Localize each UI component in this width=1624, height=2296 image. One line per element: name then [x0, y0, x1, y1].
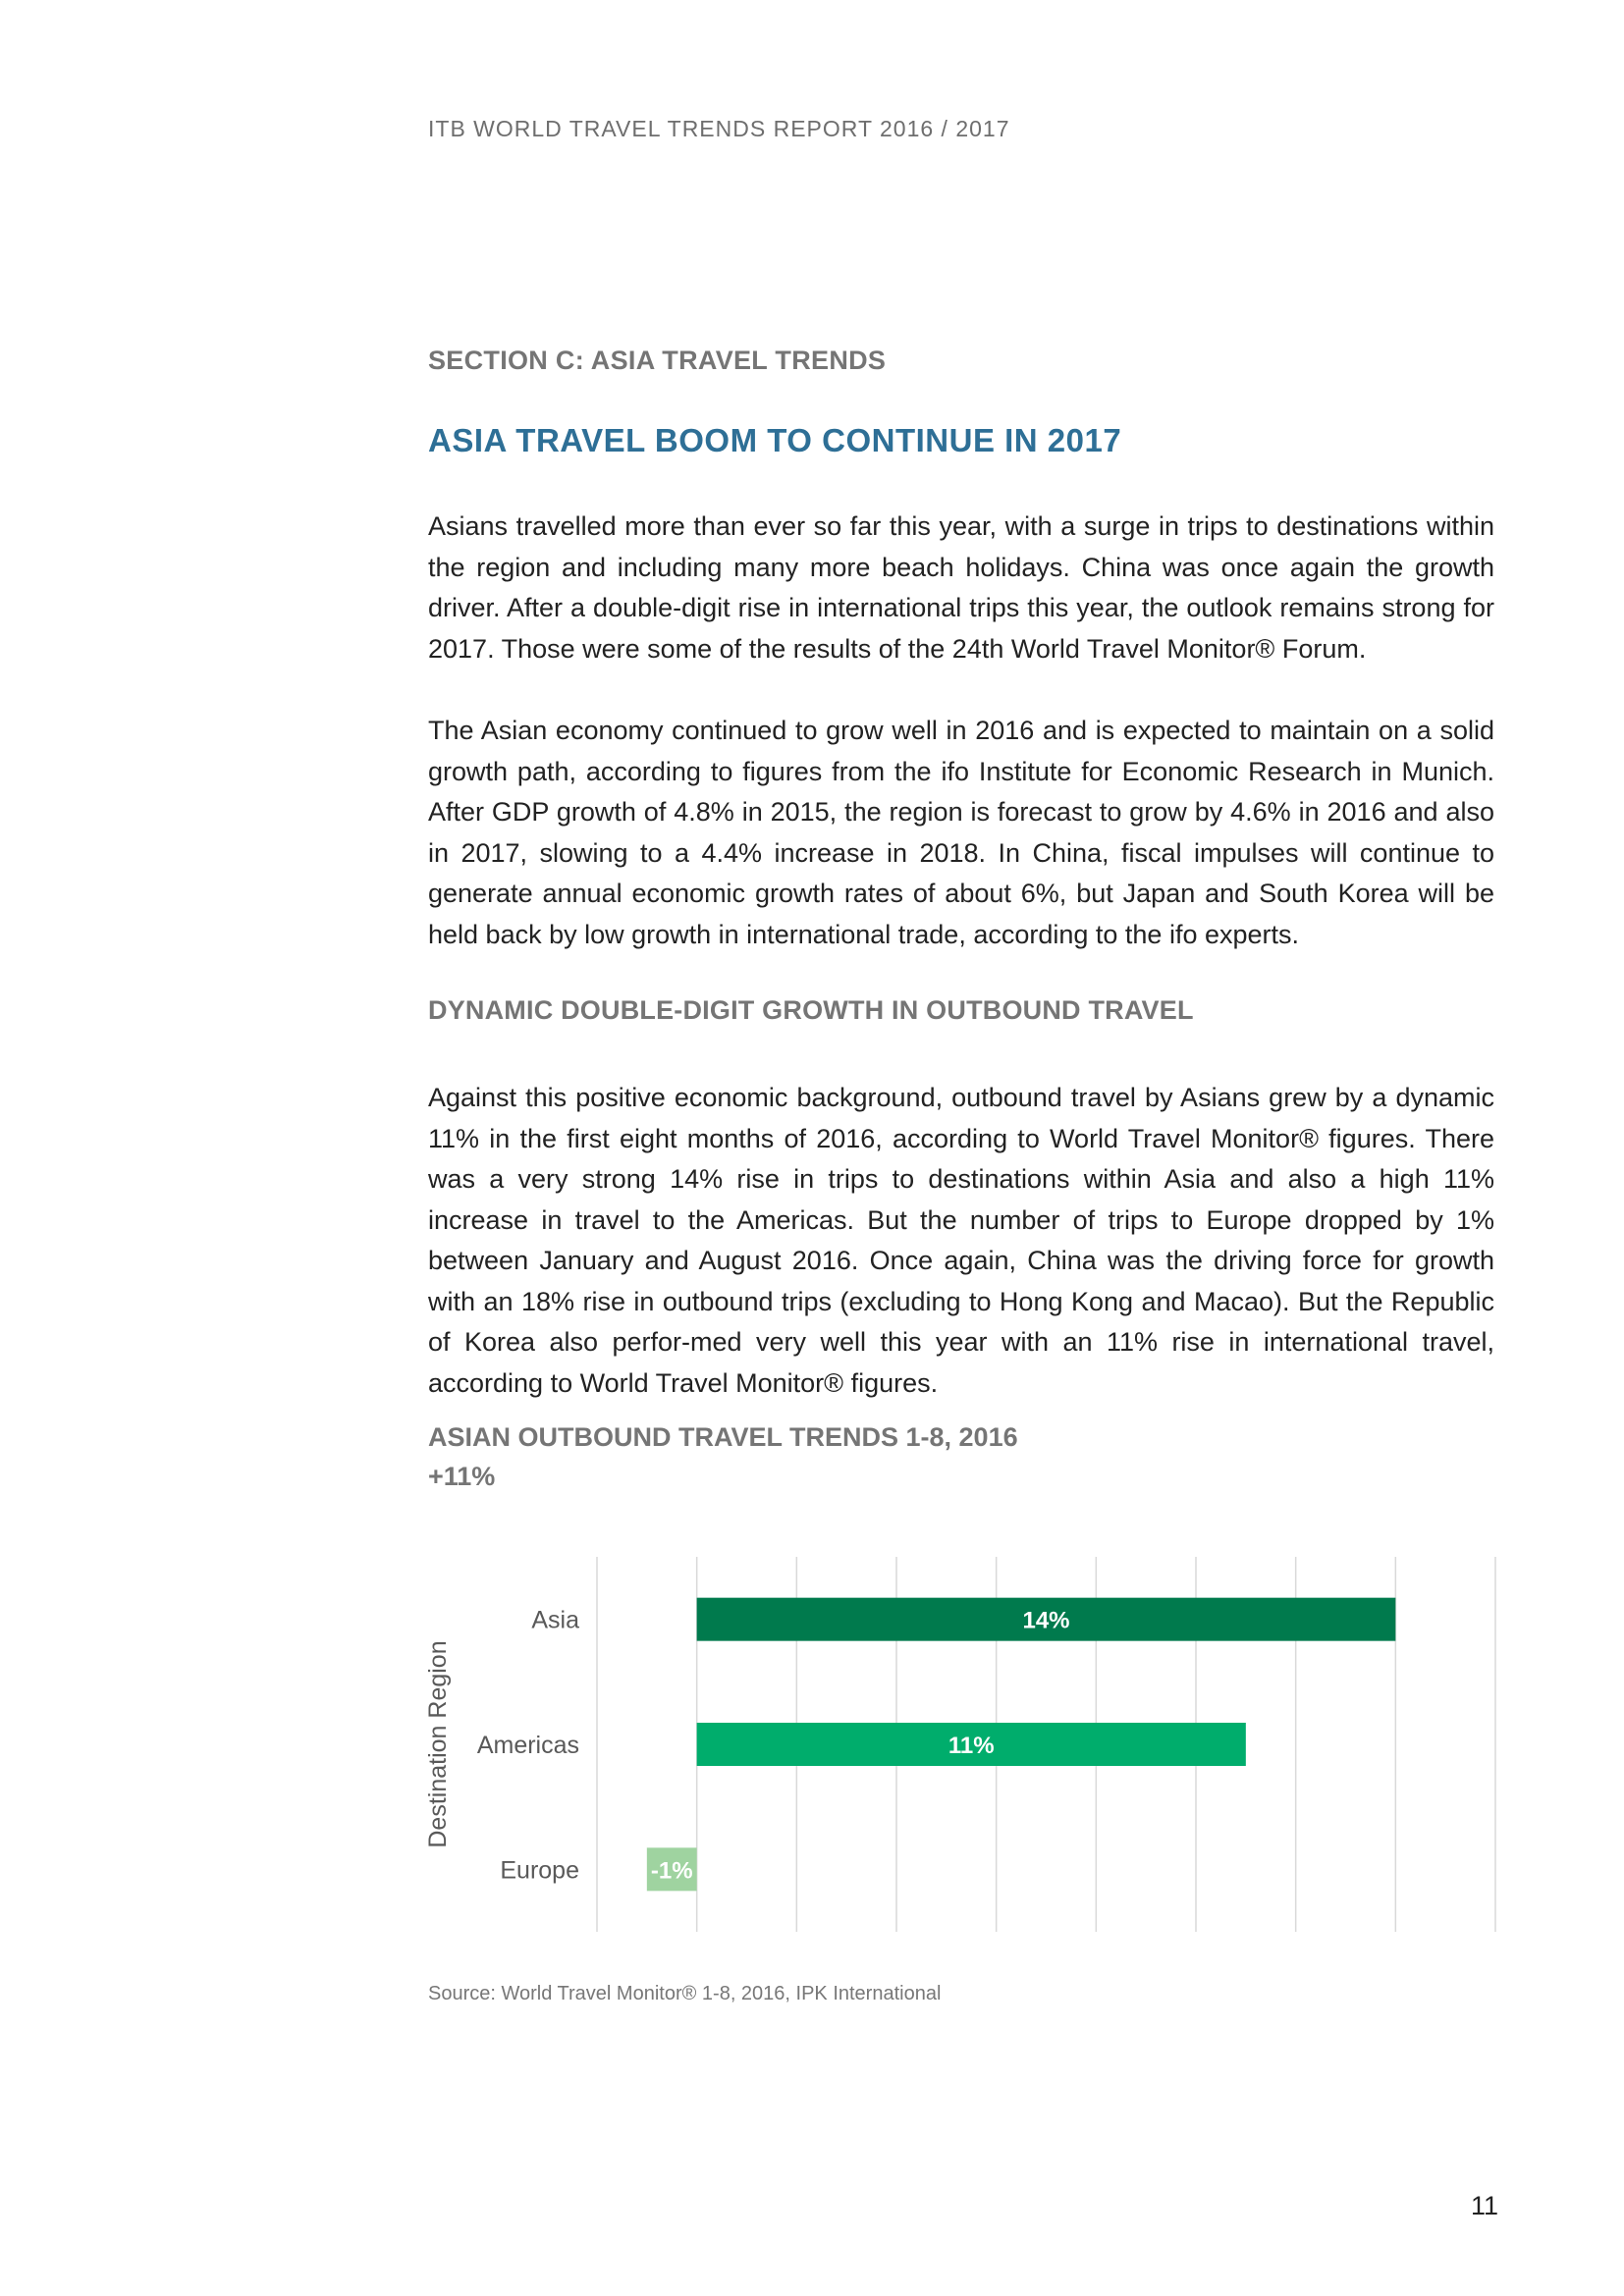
data-label: -1%	[650, 1857, 693, 1885]
bar-chart	[412, 1541, 1502, 1944]
intro-paragraph: Asians travelled more than ever so far this year, with a surge in trips to destinations within the region and including many more beach holidays. China was once again the growth driver. After a double-digit rise in international trips this year, the outlook remains strong for 2017. Those were some of the results of the 24th World Travel Monitor® Forum.	[428, 511, 1494, 664]
page-number: 11	[1471, 2191, 1499, 2220]
page-title: ASIA TRAVEL BOOM TO CONTINUE IN 2017	[428, 422, 1122, 458]
data-label: 14%	[1022, 1607, 1070, 1634]
running-header: ITB WORLD TRAVEL TRENDS REPORT 2016 / 2017	[428, 116, 1010, 141]
y-axis-title: Destination Region	[424, 1640, 452, 1848]
category-label: Europe	[500, 1856, 579, 1885]
subheading: DYNAMIC DOUBLE-DIGIT GROWTH IN OUTBOUND TRAVEL	[428, 995, 1194, 1025]
economy-paragraph: The Asian economy continued to grow well in 2016 and is expected to maintain on a solid growth path, according to figures from the ifo Institute for Economic Research in Munich. After GDP growth of 4.8% in 2015, the region is forecast to grow by 4.6% in 2016 and also in 2017, slowing to a 4.4% increase in 2018. In China, fiscal impulses will continue to generate annual economic growth rates of about 6%, but Japan and South Korea will be held back by low growth in international trade, according to the ifo experts.	[428, 716, 1494, 949]
chart-heading-title: ASIAN OUTBOUND TRAVEL TRENDS 1-8, 2016	[428, 1422, 1018, 1452]
data-label: 11%	[947, 1733, 995, 1759]
category-label: Americas	[476, 1732, 579, 1759]
source-note: Source: World Travel Monitor® 1-8, 2016, IPK International	[428, 1983, 942, 2004]
chart-heading-total: +11%	[428, 1462, 496, 1491]
outbound-paragraph: Against this positive economic background, outbound travel by Asians grew by a dynamic 11% in the first eight months of 2016, according to World Travel Monitor® figures. There was a very strong 14% rise in trips to destinations within Asia and also a high 11% increase in travel to the Americas. But the number of trips to Europe dropped by 1% between January and August 2016. Once again, China was the driving force for growth with an 18% rise in outbound trips (excluding to Hong Kong and Macao). But the Republic of Korea also perfor-med very well this year with an 11% rise in international travel, according to World Travel Monitor® figures.	[428, 1083, 1494, 1398]
category-label: Asia	[531, 1606, 579, 1634]
section-label: SECTION C: ASIA TRAVEL TRENDS	[428, 346, 887, 375]
chart-heading	[428, 1417, 1494, 1496]
